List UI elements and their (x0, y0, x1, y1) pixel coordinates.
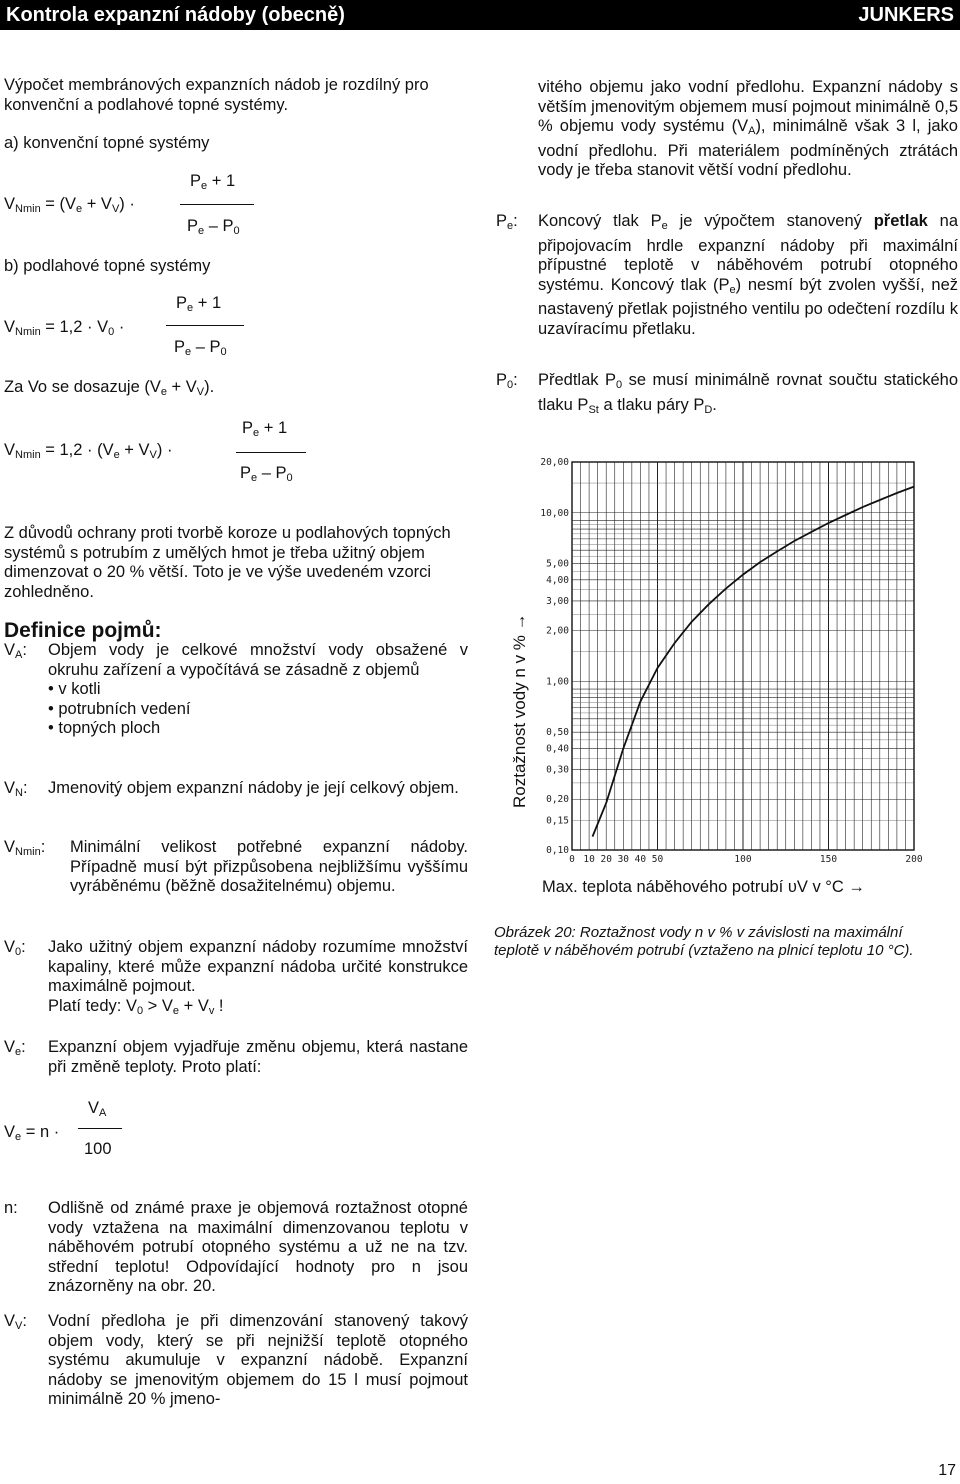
figure-caption: Obrázek 20: Roztažnost vody n v % v závislosti na maximální teplotě v náběhovém potrubí (vztaženo na plnicí teplotu 10 °C). (494, 924, 914, 959)
y-tick-label: 4,00 (546, 574, 569, 586)
definitions-heading: Definice pojmů: (4, 619, 162, 642)
formula-conventional: $V_{Nmin} = (V_e + V_V)$ · $P_e + 1$ $P_e - P_0$ (4, 170, 304, 240)
brand-logo: JUNKERS (858, 4, 954, 26)
term-vv: $V_V$: Vodní předloha je při dimenzování stanovený takový objem vody, který se při nejnižší teplotě otopného systému akumuluje v expanzní nádobě. Expanzní nádoby se jmenovitým objemem do 15 l musí pojmout minimálně 20 % jmeno- (4, 1312, 468, 1408)
bullet-item: • topných ploch (48, 719, 161, 737)
x-tick-label: 40 (634, 854, 647, 865)
y-tick-label: 10,00 (540, 507, 569, 519)
chart-x-axis-label: Max. teplota náběhového potrubí υV v °C → (542, 878, 865, 896)
y-tick-label: 0,20 (546, 794, 569, 806)
y-tick-label: 0,15 (546, 815, 569, 827)
page-number: 17 (938, 1462, 956, 1479)
vo-note: Za Vo se dosazuje $(V_e + V_V)$. (4, 378, 215, 398)
chart-y-axis-label: Roztažnost vody n v % → (510, 613, 529, 808)
reason-paragraph: Z důvodů ochrany proti tvorbě koroze u podlahových topných systémů s potrubím z umělých hmot je třeba užitný objem dimenzovat o 20 % větší. Toto je ve výše uvedeném vzorci zohledněno. (4, 524, 451, 601)
intro-paragraph: Výpočet membránových expanzních nádob je rozdílný pro konvenční a podlahové topné systémy. (4, 76, 429, 114)
page-title: Kontrola expanzní nádoby (obecně) (6, 4, 345, 26)
x-tick-label: 200 (905, 854, 923, 865)
y-tick-label: 0,10 (546, 845, 569, 856)
x-tick-label: 10 (583, 854, 595, 865)
x-tick-label: 30 (617, 854, 630, 865)
term-va: $V_A$: Objem vody je celkové množství vody obsažené v okruhu zařízení a vypočítává se zásadně z objemů • v kotli • potrubních vedení • topných ploch (4, 641, 468, 737)
formula-floor: $V_{Nmin} = 1,2 \cdot V_0$ · $P_e + 1$ $P_e - P_0$ (4, 292, 304, 362)
section-b-heading: b) podlahové topné systémy (4, 257, 211, 275)
formula-ve: $V_e = n$ · $V_A$ 100 (4, 1098, 204, 1168)
expansion-chart (530, 448, 930, 868)
y-tick-label: 5,00 (546, 558, 569, 570)
term-pe: $P_e$: Koncový tlak $P_e$ je výpočtem stanovený přetlak na připojovacím hrdle expanzní nádoby při maximální přípustné teplotě v náběhovém potrubí otopného systému. Koncový tlak $(P_e)$ nesmí být zvolen vyšší, než nastavený přetlak pojistného ventilu po odečtení rozdílu k uzavíracímu přetlaku. (496, 212, 959, 338)
y-tick-label: 0,50 (546, 727, 569, 739)
y-tick-label: 2,00 (546, 625, 569, 637)
term-p0: $P_0$: Předtlak $P_0$ se musí minimálně rovnat součtu statického tlaku $P_{St}$ a tlaku páry $P_D$. (496, 371, 958, 416)
term-n: n: Odlišně od známé praxe je objemová roztažnost otopné vody vztažena na maximální dimenzovanou teplotu v náběhovém potrubí otopného systému a už ne na tzv. střední teplotu! Odpovídající hodnoty pro n jsou znázorněny na obr. 20. (4, 1199, 468, 1295)
bullet-item: • v kotli (48, 680, 101, 698)
x-tick-label: 20 (600, 854, 612, 865)
term-vn: $V_N$: Jmenovitý objem expanzní nádoby je její celkový objem. (4, 779, 459, 799)
page-header (0, 0, 960, 30)
x-tick-label: 0 (569, 854, 575, 865)
vv-continuation: vitého objemu jako vodní předlohu. Expanzní nádoby s větším jmenovitým objemem musí pojmout minimálně 0,5 % objemu vody systému $(V_A)$, minimálně však 3 l, jako vodní předlohu. Při materiálem podmíněných ztrátách vody je třeba stanovit větší vodní předlohu. (538, 78, 958, 179)
x-tick-label: 100 (734, 854, 752, 865)
term-va-text: Objem vody je celkové množství vody obsažené v okruhu zařízení a vypočítává se zásadně z objemů (48, 641, 468, 679)
bullet-item: • potrubních vedení (48, 699, 191, 718)
term-vnmin: $V_{Nmin}$: Minimální velikost potřebné expanzní nádoby. Případně musí být přizpůsobena nejbližšímu vyššímu vyráběnému (běžně dosažitelnému) objemu. (4, 838, 468, 895)
y-tick-label: 1,00 (546, 676, 569, 688)
y-tick-label: 3,00 (546, 595, 569, 607)
y-tick-label: 0,40 (546, 743, 569, 755)
formula-floor-expanded: $V_{Nmin} = 1,2 \cdot (V_e + V_V)$ · $P_e + 1$ $P_e - P_0$ (4, 416, 324, 486)
term-ve: $V_e$: Expanzní objem vyjadřuje změnu objemu, která nastane při změně teploty. Proto platí: (4, 1038, 468, 1076)
y-tick-label: 0,30 (546, 764, 569, 776)
term-v0: $V_0$: Jako užitný objem expanzní nádoby rozumíme množství kapaliny, které může expanzní nádoba určité konstrukce maximálně pojmout. Platí tedy: $V_0 > V_e + V_v$ ! (4, 938, 468, 1017)
x-tick-label: 50 (651, 854, 664, 865)
section-a-heading: a) konvenční topné systémy (4, 134, 210, 152)
y-tick-label: 20,00 (540, 457, 569, 468)
x-tick-label: 150 (819, 854, 838, 865)
